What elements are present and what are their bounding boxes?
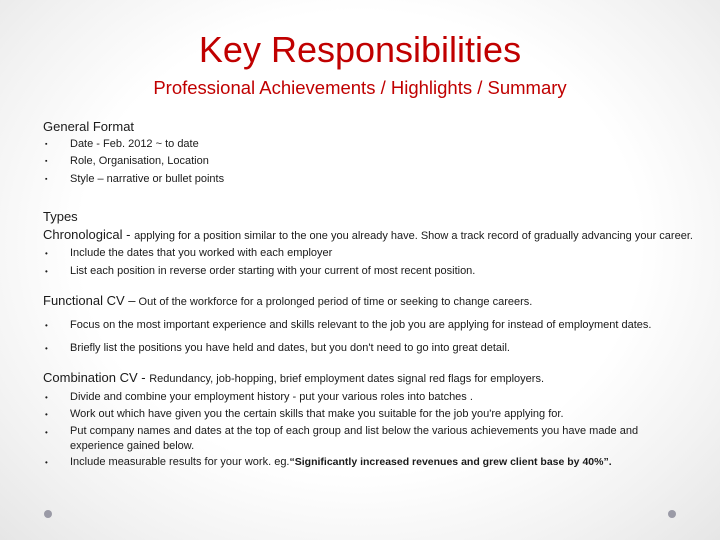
combination-list bbox=[43, 389, 693, 472]
list-item: ▪ Role, Organisation, Location bbox=[43, 153, 693, 171]
right-decoration-dot-icon bbox=[668, 510, 676, 518]
functional-paragraph bbox=[43, 292, 693, 312]
square-bullet-icon: ▪ bbox=[45, 158, 48, 165]
functional-label: Functional CV – bbox=[43, 293, 136, 308]
types-heading: Types bbox=[43, 209, 78, 224]
general-format-list bbox=[43, 136, 693, 189]
list-item: • Work out which have given you the certain skills that make you suitable for the job you're applying for. bbox=[43, 406, 693, 424]
square-bullet-icon: ▪ bbox=[45, 140, 48, 148]
list-item: • List each position in reverse order starting with your current of most recent position. bbox=[43, 263, 693, 281]
round-bullet-icon: • bbox=[45, 249, 48, 258]
round-bullet-icon: • bbox=[45, 427, 48, 437]
slide-body bbox=[43, 118, 693, 471]
list-item: • Briefly list the positions you have held and dates, but you don't need to go into great detail. bbox=[43, 340, 693, 358]
round-bullet-icon: • bbox=[45, 457, 48, 467]
chronological-label: Chronological bbox=[43, 226, 123, 242]
chronological-list bbox=[43, 245, 693, 280]
list-item: • Include the dates that you worked with each employer bbox=[43, 245, 693, 263]
round-bullet-icon: • bbox=[45, 410, 48, 419]
round-bullet-icon: • bbox=[45, 320, 48, 330]
measurable-results-example: “Significantly increased revenues and grew client base by 40%”. bbox=[289, 455, 612, 468]
round-bullet-icon: • bbox=[45, 392, 48, 402]
round-bullet-icon: • bbox=[45, 266, 48, 276]
list-item: • Put company names and dates at the top of each group and list below the various achievements you have made and experience gained below. bbox=[45, 424, 639, 452]
functional-list bbox=[43, 319, 693, 358]
list-item: • Divide and combine your employment history - put your various roles into batches . bbox=[43, 389, 693, 407]
combination-label: Combination CV bbox=[43, 370, 138, 385]
square-bullet-icon: ▪ bbox=[45, 175, 48, 183]
list-item: • Focus on the most important experience and skills relevant to the job you are applying for instead of employment dates. bbox=[45, 318, 652, 331]
slide-subtitle: Professional Achievements / Highlights / Summary bbox=[153, 77, 567, 98]
list-item: • Include measurable results for your work. eg.“Significantly increased revenues and grew client base by 40%”. bbox=[43, 454, 693, 472]
combination-text: Redundancy, job-hopping, brief employment dates signal red flags for employers. bbox=[149, 373, 545, 385]
functional-text: Out of the workforce for a prolonged period of time or seeking to change careers. bbox=[135, 296, 533, 308]
list-item: ▪ Date - Feb. 2012 ~ to date bbox=[43, 136, 693, 154]
left-decoration-dot-icon bbox=[44, 510, 52, 518]
chronological-paragraph: Chronological - applying for a position similar to the one you already have. Show a track record of gradually advancing your career. bbox=[43, 226, 693, 242]
round-bullet-icon: • bbox=[45, 343, 48, 353]
slide-title: Key Responsibilities bbox=[198, 29, 522, 70]
combination-paragraph: Combination CV - Redundancy, job-hopping, brief employment dates signal red flags for employers. bbox=[43, 370, 545, 385]
list-item: ▪ Style – narrative or bullet points bbox=[43, 171, 693, 189]
general-format-heading: General Format bbox=[43, 119, 135, 134]
chronological-text: applying for a position similar to the one you already have. Show a track record of gradually advancing your career. bbox=[134, 229, 693, 242]
